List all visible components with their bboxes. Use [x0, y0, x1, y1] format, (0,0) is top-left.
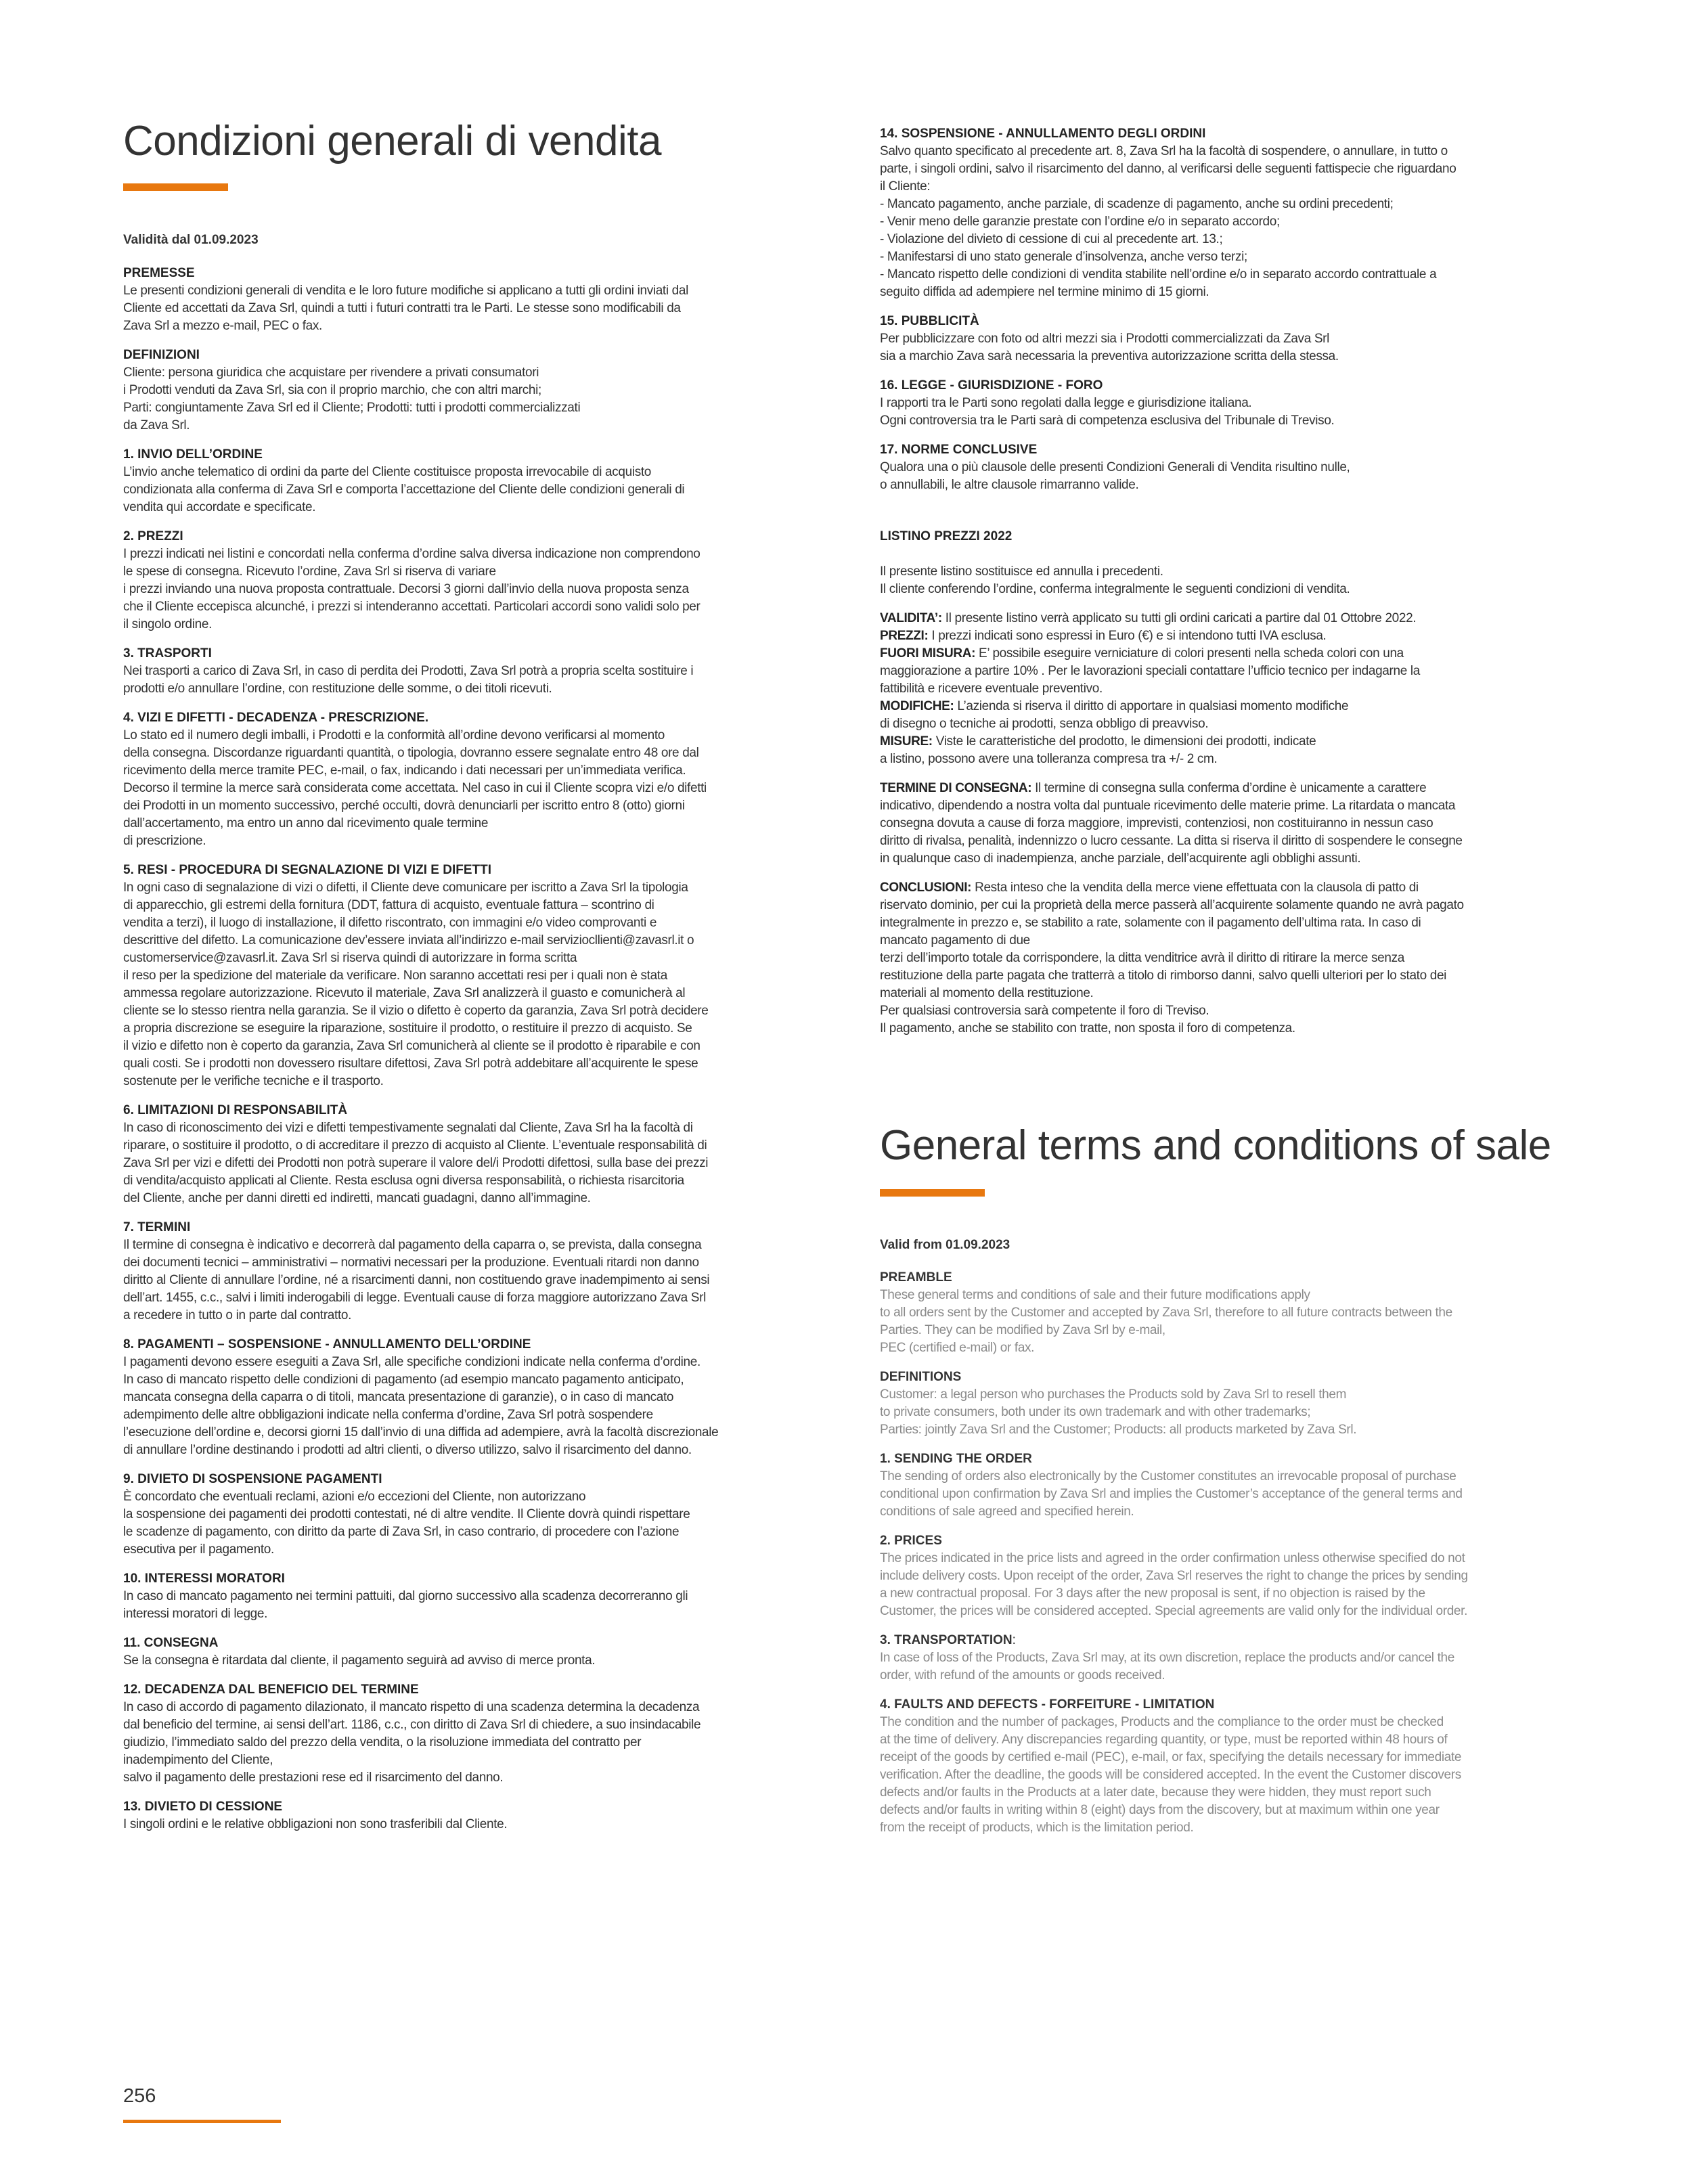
- price-list-condition: [880, 733, 1567, 768]
- condition-label: PREZZI:: [880, 629, 929, 643]
- heading-colon: :: [1012, 1633, 1016, 1647]
- terms-section: [123, 1681, 808, 1787]
- delivery-terms-text: Il termine di consegna sulla conferma d’ordine è unicamente a carattere indicativo, dipendendo a nostra volta dal puntuale ricevimento delle materie prime. La ritardata o mancata consegna dovuta a cause di forza maggiore, imprevisti, contenziosi, non costituiranno in nessun caso diritto di rivalsa, penalità, indennizzo o lucro cessante. La ditta si riserva il diritto di sospendere le consegne in qualunque caso di inadempienza, anche parziale, dell’acquirente agli obblighi assunti.: [880, 781, 1463, 866]
- section-body: Qualora una o più clausole delle presenti Condizioni Generali di Vendita risultino nulle, o annullabili, le altre clausole rimarranno valide.: [880, 460, 1350, 492]
- terms-section: [880, 1632, 1567, 1685]
- title-accent-rule: [123, 183, 228, 191]
- section-body: The sending of orders also electronically by the Customer constitutes an irrevocable proposal of purchase conditional upon confirmation by Zava Srl and implies the Customer’s acceptance of the general terms and conditions of sale agreed and specified herein.: [880, 1469, 1463, 1519]
- terms-section: [123, 1336, 808, 1459]
- english-validity-date: Valid from 01.09.2023: [880, 1238, 1010, 1252]
- section-heading: 7. TERMINI: [123, 1220, 191, 1234]
- section-heading: 4. FAULTS AND DEFECTS - FORFEITURE - LIMITATION: [880, 1697, 1215, 1712]
- section-body: Il termine di consegna è indicativo e decorrerà dal pagamento della caparra o, se prevista, dalla consegna dei documenti tecnici – amministrativi – normativi necessari per la produzione. Eventuali ritardi non danno diritto al Cliente di annullare l’ordine, né a risarcimenti danni, non costituendo grave inadempimento ai sensi dell’art. 1455, c.c., salvi i limiti inderogabili di legge. Eventuali cause di forza maggiore autorizzano Zava Srl a recedere in tutto o in parte dal contratto.: [123, 1238, 710, 1322]
- section-body: Le presenti condizioni generali di vendita e le loro future modifiche si applicano a tutti gli ordini inviati dal Cliente ed accettati da Zava Srl, quindi a tutti i futuri contratti tra le Parti. Le stesse sono modificabili da Zava Srl a mezzo e-mail, PEC o fax.: [123, 284, 688, 333]
- section-body: In caso di mancato pagamento nei termini pattuiti, dal giorno successivo alla scadenza decorreranno gli interessi moratori di legge.: [123, 1589, 688, 1621]
- section-heading: 16. LEGGE - GIURISDIZIONE - FORO: [880, 378, 1103, 393]
- terms-section: [123, 265, 808, 335]
- price-list-condition: [880, 610, 1567, 627]
- section-body: I rapporti tra le Parti sono regolati dalla legge e giurisdizione italiana. Ogni controversia tra le Parti sarà di competenza esclusiva del Tribunale di Treviso.: [880, 396, 1335, 428]
- section-heading: 13. DIVIETO DI CESSIONE: [123, 1800, 283, 1814]
- section-heading: 12. DECADENZA DAL BENEFICIO DEL TERMINE: [123, 1682, 419, 1697]
- terms-section: [123, 528, 808, 633]
- italian-terms-left: [123, 265, 808, 1845]
- section-body: I singoli ordini e le relative obbligazioni non sono trasferibili dal Cliente.: [123, 1817, 508, 1831]
- section-body: These general terms and conditions of sale and their future modifications apply to all orders sent by the Customer and accepted by Zava Srl, therefore to all future contracts between the Parties. They can be modified by Zava Srl by e-mail, PEC (certified e-mail) or fax.: [880, 1288, 1452, 1355]
- section-heading: 11. CONSEGNA: [123, 1636, 219, 1650]
- price-list-intro: Il presente listino sostituisce ed annulla i precedenti. Il cliente conferendo l’ordine, conferma integralmente le seguenti condizioni di vendita.: [880, 564, 1350, 596]
- terms-section: [123, 446, 808, 516]
- condition-label: MODIFICHE:: [880, 699, 954, 713]
- section-heading: 6. LIMITAZIONI DI RESPONSABILITÀ: [123, 1103, 348, 1117]
- section-heading: 2. PRICES: [880, 1534, 942, 1548]
- terms-section: [123, 709, 808, 850]
- condition-text: E’ possibile eseguire verniciature di colori presenti nella scheda colori con una maggiorazione a partire 10% . Per le lavorazioni speciali contattare l’ufficio tecnico per indagarne la fattibilità e ricevere eventuale preventivo.: [880, 646, 1420, 696]
- price-list-section: [880, 528, 1567, 1038]
- price-list-conditions: [880, 610, 1567, 768]
- section-body: Lo stato ed il numero degli imballi, i Prodotti e la conformità all’ordine devono verificarsi al momento della consegna. Discordanze riguardanti quantità, o tipologia, dovranno essere segnalate entro 48 ore dal ricevimento della merce tramite PEC, e-mail, o fax, indicando i dati necessari per un’immediata verifica. Decorso il termine la merce sarà considerata come accettata. Nel caso in cui il Cliente scopra vizi e/o difetti dei Prodotti in un momento successivo, perché occulti, dovrà denunciarli per iscritto entro 8 (otto) giorni dall’accertamento, ma entro un anno dal ricevimento quale termine di prescrizione.: [123, 728, 707, 848]
- price-list-condition: [880, 698, 1567, 733]
- section-heading: 3. TRANSPORTATION:: [880, 1633, 1016, 1647]
- terms-section: [880, 1368, 1567, 1439]
- section-body: The prices indicated in the price lists and agreed in the order confirmation unless otherwise specified do not include delivery costs. Upon receipt of the order, Zava Srl reserves the right to change the prices by sending a new contractual proposal. For 3 days after the new proposal is sent, if no objection is raised by the Customer, the prices will be considered accepted. Special agreements are valid only for the individual order.: [880, 1551, 1468, 1618]
- terms-section: [880, 441, 1567, 494]
- condition-label: FUORI MISURA:: [880, 646, 976, 661]
- terms-section: [123, 1102, 808, 1207]
- page-number-accent-rule: [123, 2120, 281, 2123]
- english-title-accent-rule: [880, 1189, 985, 1197]
- terms-section: [123, 862, 808, 1090]
- section-body: I pagamenti devono essere eseguiti a Zava Srl, alle specifiche condizioni indicate nella conferma d’ordine. In caso di mancato rispetto delle condizioni di pagamento (ad esempio mancato pagamento anticipato, mancata consegna della caparra o di titoli, mancata presentazione di garanzie), o in caso di mancato adempimento delle altre obbligazioni indicate nella conferma d’ordine, Zava Srl potrà sospendere l’esecuzione dell’ordine e, decorsi giorni 15 dall’invio di una diffida ad adempiere, avrà la facoltà discrezionale di annullare l’ordine destinando i prodotti ad altri clienti, o diverso utilizzo, salvo il risarcimento del danno.: [123, 1355, 719, 1457]
- terms-section: [123, 1219, 808, 1324]
- terms-section: [880, 1269, 1567, 1357]
- terms-section: [880, 125, 1567, 301]
- section-body: Salvo quanto specificato al precedente art. 8, Zava Srl ha la facoltà di sospendere, o annullare, in tutto o parte, i singoli ordini, salvo il risarcimento del danno, al verificarsi delle seguenti fattispecie che riguardano il Cliente: - Mancato pagamento, anche parziale, di scadenze di pagamento, anche su ordini precedenti; - Venir meno delle garanzie prestate con l’ordine e/o in separato accordo; - Violazione del divieto di cessione di cui al precedente art. 13.; - Manifestarsi di uno stato generale d’insolvenza, anche verso terzi; - Mancato rispetto delle condizioni di vendita stabilite nell’ordine e/o in separato accordo contrattuale a seguito diffida ad adempiere nel termine minimo di 15 giorni.: [880, 144, 1456, 299]
- section-body: Se la consegna è ritardata dal cliente, il pagamento seguirà ad avviso di merce pronta.: [123, 1653, 596, 1668]
- section-heading: 4. VIZI E DIFETTI - DECADENZA - PRESCRIZIONE.: [123, 711, 429, 725]
- terms-section: [880, 377, 1567, 430]
- section-body: In case of loss of the Products, Zava Srl may, at its own discretion, replace the products and/or cancel the order, with refund of the amounts or goods received.: [880, 1651, 1454, 1682]
- terms-section: [880, 1450, 1567, 1521]
- price-list-condition: [880, 645, 1567, 698]
- section-heading: 8. PAGAMENTI – SOSPENSIONE - ANNULLAMENTO DELL’ORDINE: [123, 1337, 531, 1352]
- condition-text: L’azienda si riserva il diritto di apportare in qualsiasi momento modifiche di disegno o tecniche ai prodotti, senza obbligo di preavviso.: [880, 699, 1349, 731]
- terms-section: [880, 1532, 1567, 1620]
- delivery-terms-label: TERMINE DI CONSEGNA:: [880, 781, 1032, 795]
- section-body: In caso di riconoscimento dei vizi e difetti tempestivamente segnalati dal Cliente, Zava Srl ha la facoltà di riparare, o sostituire il prodotto, o di accreditare il prezzo di acquisto al Cliente. L’eventuale responsabilità di Zava Srl per vizi e difetti dei Prodotti non potrà superare il valore del/i Prodotti difettosi, sulla base dei prezzi di vendita/acquisto applicati al Cliente. Resta esclusa ogni diversa responsabilità, o richiesta risarcitoria del Cliente, anche per danni diretti ed indiretti, mancati guadagni, danno all’immagine.: [123, 1121, 709, 1205]
- conclusions-label: CONCLUSIONI:: [880, 881, 972, 895]
- section-body: È concordato che eventuali reclami, azioni e/o eccezioni del Cliente, non autorizzano la sospensione dei pagamenti dei prodotti contestati, né di altre vendite. Il Cliente dovrà quindi rispettare le scadenze di pagamento, con diritto da parte di Zava Srl, in caso contrario, di procedere con l’azione esecutiva per il pagamento.: [123, 1490, 690, 1557]
- english-title: General terms and conditions of sale: [880, 1122, 1551, 1169]
- terms-section: [880, 1696, 1567, 1837]
- section-body: Cliente: persona giuridica che acquistare per rivendere a privati consumatori i Prodotti venduti da Zava Srl, sia con il proprio marchio, che con altri marchi; Parti: congiuntamente Zava Srl ed il Cliente; Prodotti: tutti i prodotti commercializzati da Zava Srl.: [123, 365, 581, 432]
- section-heading: 1. INVIO DELL’ORDINE: [123, 447, 263, 462]
- section-body: The condition and the number of packages, Products and the compliance to the order must be checked at the time of delivery. Any discrepancies regarding quantity, or type, must be reported within 48 hours of receipt of the goods by certified e-mail (PEC), e-mail, or fax, specifying the details necessary for immediate verification. After the deadline, the goods will be considered accepted. In the event the Customer discovers defects and/or faults in the Products at a later date, because they were hidden, they must report such defects and/or faults in writing within 8 (eight) days from the discovery, but at maximum within one year from the receipt of products, which is the limitation period.: [880, 1715, 1462, 1835]
- section-heading: 1. SENDING THE ORDER: [880, 1452, 1032, 1466]
- terms-section: [123, 645, 808, 698]
- section-heading: DEFINIZIONI: [123, 348, 200, 362]
- section-heading: 14. SOSPENSIONE - ANNULLAMENTO DEGLI ORDINI: [880, 127, 1206, 141]
- terms-section: [880, 313, 1567, 365]
- section-body: In caso di accordo di pagamento dilazionato, il mancato rispetto di una scadenza determina la decadenza dal beneficio del termine, ai sensi dell’art. 1186, c.c., con diritto di Zava Srl di chiedere, a suo insindacabile giudizio, l’immediato saldo del prezzo della vendita, o la risoluzione immediata del contratto per inadempimento del Cliente, salvo il pagamento delle prestazioni rese ed il risarcimento del danno.: [123, 1700, 701, 1785]
- conclusions-text: Resta inteso che la vendita della merce viene effettuata con la clausola di patto di riservato dominio, per cui la proprietà della merce passerà all’acquirente solamente quando ne avrà pagato integralmente in prezzo e, se stabilito a rate, solamente con il pagamento dell’ultima rata. In caso di mancato pagamento di due terzi dell’importo totale da corrispondere, la ditta venditrice avrà il diritto di ritirare la merce senza restituzione della parte pagata che tratterrà a titolo di rimborso danni, salvo quelli ulteriori per lo stato dei materiali al momento della restituzione. Per qualsiasi controversia sarà competente il foro di Treviso. Il pagamento, anche se stabilito con tratte, non sposta il foro di competenza.: [880, 881, 1464, 1035]
- section-body: I prezzi indicati nei listini e concordati nella conferma d’ordine salva diversa indicazione non comprendono le spese di consegna. Ricevuto l’ordine, Zava Srl si riserva di variare i prezzi inviando una nuova proposta contrattuale. Decorsi 3 giorni dall’invio della nuova proposta senza che il Cliente eccepisca alcunché, i prezzi si intenderanno accettati. Particolari accordi sono validi solo per il singolo ordine.: [123, 547, 701, 631]
- section-body: Customer: a legal person who purchases the Products sold by Zava Srl to resell them to private consumers, both under its own trademark and with other trademarks; Parties: jointly Zava Srl and the Customer; Products: all products marketed by Zava Srl.: [880, 1387, 1357, 1437]
- terms-section: [123, 1798, 808, 1833]
- italian-terms-right: [880, 125, 1567, 506]
- section-heading: PREMESSE: [123, 266, 195, 280]
- condition-label: VALIDITA’:: [880, 611, 942, 625]
- condition-text: I prezzi indicati sono espressi in Euro (€) e si intendono tutti IVA esclusa.: [928, 629, 1327, 643]
- section-body: Per pubblicizzare con foto od altri mezzi sia i Prodotti commercializzati da Zava Srl sia a marchio Zava sarà necessaria la preventiva autorizzazione scritta della stessa.: [880, 332, 1339, 363]
- section-body: Nei trasporti a carico di Zava Srl, in caso di perdita dei Prodotti, Zava Srl potrà a propria scelta sostituire i prodotti e/o annullare l’ordine, con restituzione delle somme, o dei titoli ricevuti.: [123, 664, 694, 696]
- terms-section: [123, 1634, 808, 1670]
- delivery-terms: [880, 780, 1567, 868]
- page-title: Condizioni generali di vendita: [123, 118, 661, 164]
- condition-text: Viste le caratteristiche del prodotto, le dimensioni dei prodotti, indicate a listino, possono avere una tolleranza compresa tra +/- 2 cm.: [880, 734, 1316, 766]
- condition-text: Il presente listino verrà applicato su tutti gli ordini caricati a partire dal 01 Ottobre 2022.: [941, 611, 1417, 625]
- english-terms: [880, 1269, 1567, 1848]
- section-heading: 3. TRASPORTI: [123, 646, 212, 661]
- price-list-heading: LISTINO PREZZI 2022: [880, 529, 1013, 543]
- section-heading: 10. INTERESSI MORATORI: [123, 1572, 285, 1586]
- section-heading: 5. RESI - PROCEDURA DI SEGNALAZIONE DI VIZI E DIFETTI: [123, 863, 492, 877]
- page-number: 256: [123, 2085, 156, 2107]
- price-list-condition: [880, 627, 1567, 645]
- section-body: L’invio anche telematico di ordini da parte del Cliente costituisce proposta irrevocabile di acquisto condizionata alla conferma di Zava Srl e comporta l’accettazione del Cliente delle condizioni generali di vendita qui accordate e specificate.: [123, 465, 685, 514]
- conclusions: [880, 879, 1567, 1038]
- section-heading: 15. PUBBLICITÀ: [880, 314, 979, 328]
- terms-section: [123, 1471, 808, 1559]
- validity-date: Validità dal 01.09.2023: [123, 233, 259, 247]
- section-heading: 17. NORME CONCLUSIVE: [880, 443, 1038, 457]
- section-heading: PREAMBLE: [880, 1270, 952, 1285]
- condition-label: MISURE:: [880, 734, 933, 749]
- section-heading: DEFINITIONS: [880, 1370, 962, 1384]
- section-heading: 9. DIVIETO DI SOSPENSIONE PAGAMENTI: [123, 1472, 382, 1486]
- section-heading: 2. PREZZI: [123, 529, 183, 543]
- section-body: In ogni caso di segnalazione di vizi o difetti, il Cliente deve comunicare per iscritto a Zava Srl la tipologia di apparecchio, gli estremi della fornitura (DDT, fattura di acquisto, eventuale fattura – scontrino di vendita a terzi), il luogo di installazione, il difetto riscontrato, con immagini e/o video comprovanti e descrittive del difetto. La comunicazione dev’essere inviata all’indirizzo e-mail serviziocllienti@zavasrl.it o customerservice@zavasrl.it. Zava Srl si riserva quindi di autorizzare in forma scritta il reso per la spedizione del materiale da verificare. Non saranno accettati resi per i quali non è stata ammessa regolare autorizzazione. Ricevuto il materiale, Zava Srl analizzerà il guasto e comunicherà al cliente se lo stesso rientra nella garanzia. Se il vizio o difetto è coperto da garanzia, Zava Srl potrà decidere a propria discrezione se eseguire la riparazione, sostituire il prodotto, o restituire il prezzo di acquisto. Se il vizio e difetto non è coperto da garanzia, Zava Srl comunicherà al cliente se il prodotto è riparabile e con quali costi. Se i prodotti non dovessero risultare difettosi, Zava Srl potrà addebitare all’acquirente le spese sostenute per le verifiche tecniche e il trasporto.: [123, 881, 709, 1088]
- english-section: [880, 1122, 1567, 1835]
- terms-section: [123, 347, 808, 434]
- terms-section: [123, 1570, 808, 1623]
